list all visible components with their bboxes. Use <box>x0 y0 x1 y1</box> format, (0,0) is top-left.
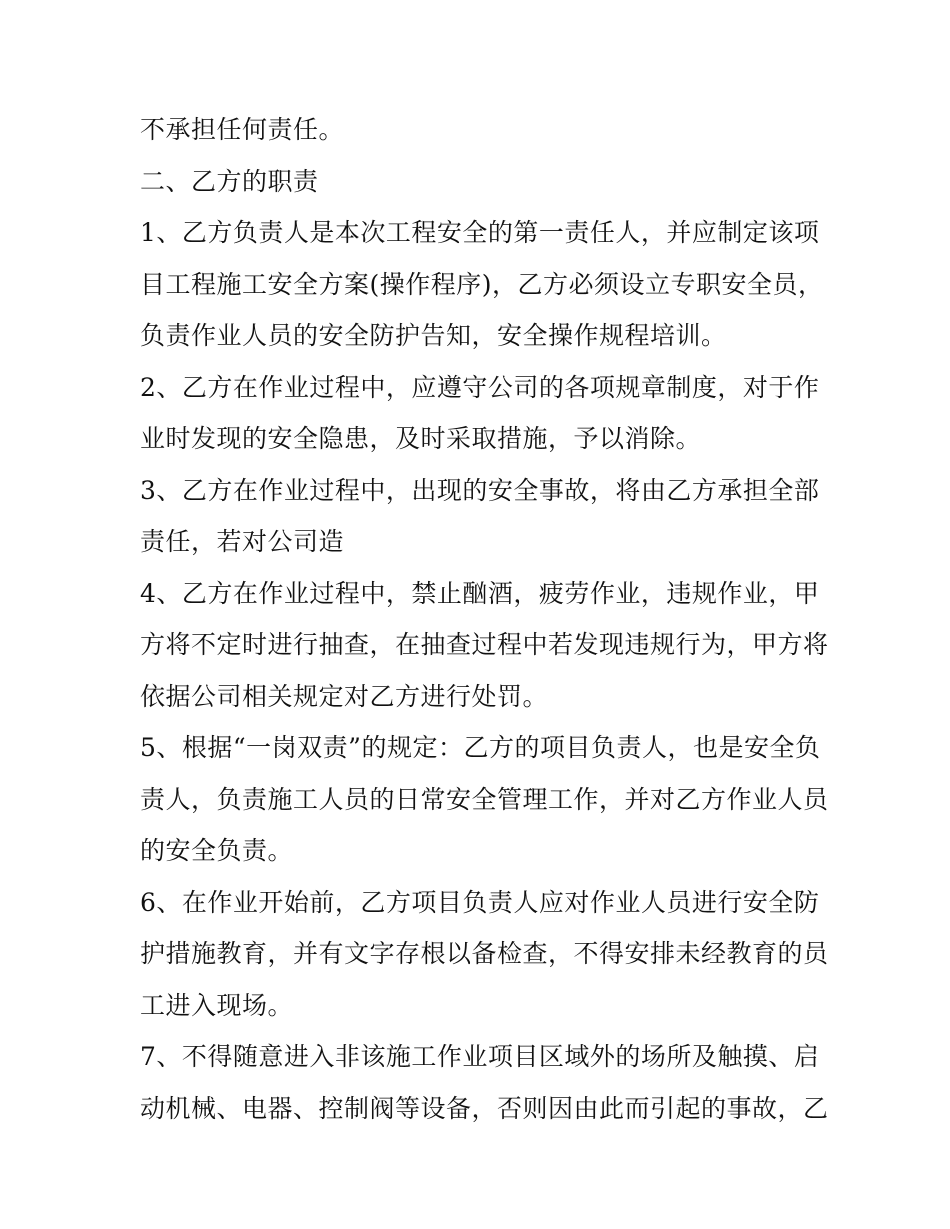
text-line: 目工程施工安全方案(操作程序)，乙方必须设立专职安全员， <box>140 269 824 299</box>
text-line: 3、乙方在作业过程中，出现的安全事故，将由乙方承担全部 <box>140 475 820 505</box>
text-line: 1、乙方负责人是本次工程安全的第一责任人，并应制定该项 <box>140 218 820 247</box>
text-line: 责任，若对公司造 <box>140 527 345 556</box>
text-line: 业时发现的安全隐患，及时采取措施，予以消除。 <box>140 424 702 453</box>
text-line: 工进入现场。 <box>140 990 294 1020</box>
text-line: 6、在作业开始前，乙方项目负责人应对作业人员进行安全防 <box>140 887 820 917</box>
text-line: 动机械、电器、控制阀等设备，否则因由此而引起的事故，乙 <box>140 1093 829 1123</box>
text-line: 责人，负责施工人员的日常安全管理工作，并对乙方作业人员 <box>140 784 829 814</box>
text-line: 方将不定时进行抽查，在抽查过程中若发现违规行为，甲方将 <box>140 630 829 659</box>
text-line: 7、不得随意进入非该施工作业项目区域外的场所及触摸、启 <box>140 1042 820 1071</box>
text-line: 护措施教育，并有文字存根以备检查，不得安排未经教育的员 <box>140 939 829 968</box>
text-line: 5、根据“一岗双责”的规定：乙方的项目负责人，也是安全负 <box>140 733 821 762</box>
text-line: 的安全负责。 <box>140 836 294 865</box>
text-line: 2、乙方在作业过程中，应遵守公司的各项规章制度，对于作 <box>140 372 820 402</box>
section-heading: 二、乙方的职责 <box>140 166 319 196</box>
text-line: 负责作业人员的安全防护告知，安全操作规程培训。 <box>140 321 727 350</box>
text-line: 依据公司相关规定对乙方进行处罚。 <box>140 681 549 711</box>
text-line: 不承担任何责任。 <box>140 115 345 144</box>
text-line: 4、乙方在作业过程中，禁止酗酒，疲劳作业，违规作业，甲 <box>140 578 820 608</box>
document-body <box>140 108 830 1138</box>
